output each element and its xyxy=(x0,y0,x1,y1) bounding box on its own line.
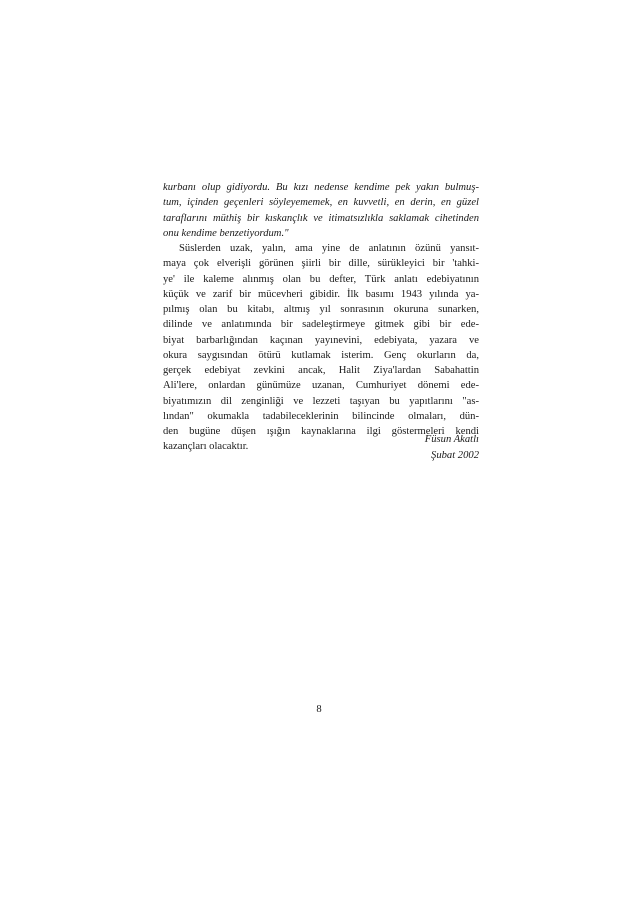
quote-line: onu kendime benzetiyordum." xyxy=(163,227,289,239)
page-number: 8 xyxy=(316,704,322,715)
quote-paragraph xyxy=(163,180,479,241)
body-line: ye' ile kaleme alınmış olan bu defter, Türk anlatı edebiyatının xyxy=(163,273,479,285)
body-line: Süslerden uzak, yalın, ama yine de anlatının özünü yansıt- xyxy=(179,243,479,254)
body-line: küçük ve zarif bir mücevheri gibidir. İlk basımı 1943 yılında ya- xyxy=(163,288,479,300)
signature-block xyxy=(425,432,479,463)
body-line: kazançları olacaktır. xyxy=(163,441,249,453)
author-name: Füsun Akatlı xyxy=(424,434,479,445)
quote-line: kurbanı olup gidiyordu. Bu kızı nedense kendime pek yakın bulmuş- xyxy=(163,182,479,193)
body-line: biyatımızın dil zenginliği ve lezzeti taşıyan bu yapıtlarını "as- xyxy=(163,395,479,407)
body-line: pılmış olan bu kitabı, altmış yıl sonrasının okuruna sunarken, xyxy=(163,304,479,315)
quote-line: tum, içinden geçenleri söyleyememek, en kuvvetli, en derin, en güzel xyxy=(163,197,479,209)
body-paragraph xyxy=(163,241,479,455)
body-line: gerçek edebiyat zevkini ancak, Halit Ziya'lardan Sabahattin xyxy=(163,365,479,376)
body-line: okura saygısından ötürü kutlamak isterim. Genç okurların da, xyxy=(163,349,479,361)
body-line: biyat barbarlığından kaçınan yayınevini, edebiyata, yazara ve xyxy=(163,334,479,346)
body-line: maya çok elverişli görünen şiirli bir dille, sürükleyici bir 'tahki- xyxy=(163,258,479,270)
body-line: lından" okumakla tadabileceklerinin bilincinde olmaları, dün- xyxy=(163,410,479,422)
body-line: Ali'lere, onlardan günümüze uzanan, Cumhuriyet dönemi ede- xyxy=(163,380,479,392)
body-line: dilinde ve anlatımında bir sadeleştirmeye gitmek gibi bir ede- xyxy=(163,319,479,331)
signature-date: Şubat 2002 xyxy=(431,449,479,461)
main-text xyxy=(163,180,479,455)
body-line: den bugüne düşen ışığın kaynaklarına ilgi göstermeleri kendi xyxy=(163,426,479,437)
quote-line: taraflarını müthiş bir kıskançlık ve itimatsızlıkla saklamak cihetinden xyxy=(163,212,479,224)
